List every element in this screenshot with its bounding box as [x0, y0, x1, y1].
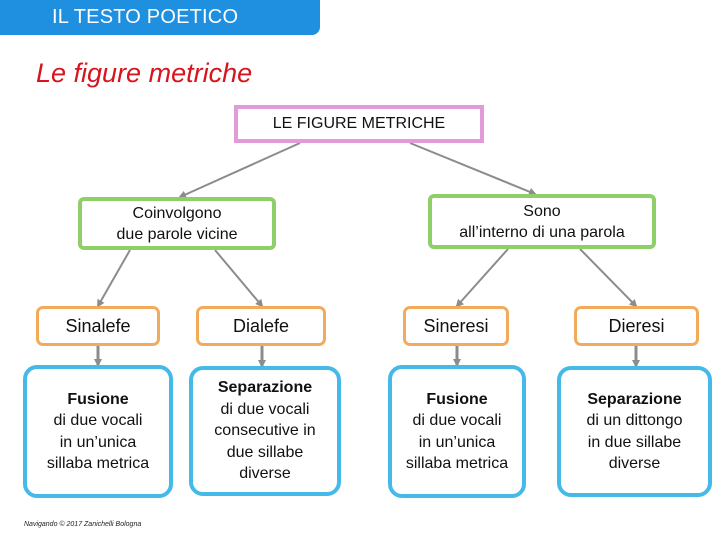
- connector-left-dialefe: [215, 250, 262, 306]
- description-line: diverse: [239, 465, 291, 483]
- connector-root-left: [180, 143, 300, 197]
- description-line: Separazione: [587, 390, 682, 408]
- description-line: diverse: [608, 455, 661, 472]
- description-line: sillaba metrica: [46, 455, 150, 472]
- term-label-sineresi: Sineresi: [423, 315, 489, 336]
- connector-root-right: [410, 143, 535, 194]
- category-left-line-2: due parole vicine: [116, 225, 238, 243]
- description-line: di due vocali: [220, 400, 310, 418]
- term-node-dialefe: [196, 306, 326, 346]
- description-line: sillaba metrica: [405, 455, 509, 472]
- term-node-sinalefe: [36, 306, 160, 346]
- description-node-dieresi: [557, 366, 712, 497]
- category-right-line-2: all’interno di una parola: [459, 223, 625, 241]
- connector-right-dieresi: [580, 249, 636, 306]
- description-line: in un’unica: [59, 433, 137, 451]
- description-line: di due vocali: [53, 412, 143, 429]
- term-label-dialefe: Dialefe: [232, 315, 290, 336]
- page-title: Le figure metriche: [36, 58, 253, 88]
- description-line: Fusione: [426, 390, 488, 408]
- description-line: in due sillabe: [587, 433, 682, 451]
- term-label-dieresi: Dieresi: [608, 315, 665, 336]
- term-node-dieresi: [574, 306, 699, 346]
- term-label-sinalefe: Sinalefe: [65, 315, 131, 336]
- description-line: di due vocali: [412, 412, 502, 429]
- category-left-line-1: Coinvolgono: [132, 204, 222, 222]
- description-line: due sillabe: [226, 443, 304, 461]
- description-node-sinalefe: [23, 365, 173, 498]
- term-node-sineresi: [403, 306, 509, 346]
- connector-left-sinalefe: [98, 250, 130, 306]
- root-node: [234, 105, 484, 143]
- category-node-left: [78, 197, 276, 250]
- connector-right-sineresi: [457, 249, 508, 306]
- header-title: IL TESTO POETICO: [52, 6, 239, 28]
- description-node-sineresi: [388, 365, 526, 498]
- category-right-line-1: Sono: [523, 202, 561, 220]
- footer-credit: Navigando © 2017 Zanichelli Bologna: [24, 521, 142, 528]
- description-node-dialefe: [189, 366, 341, 496]
- category-node-right: [428, 194, 656, 249]
- root-label: LE FIGURE METRICHE: [272, 115, 446, 132]
- description-line: di un dittongo: [586, 412, 683, 429]
- description-line: Fusione: [67, 390, 129, 408]
- description-line: consecutive in: [214, 422, 316, 440]
- description-line: in un’unica: [418, 433, 496, 451]
- description-line: Separazione: [217, 379, 313, 397]
